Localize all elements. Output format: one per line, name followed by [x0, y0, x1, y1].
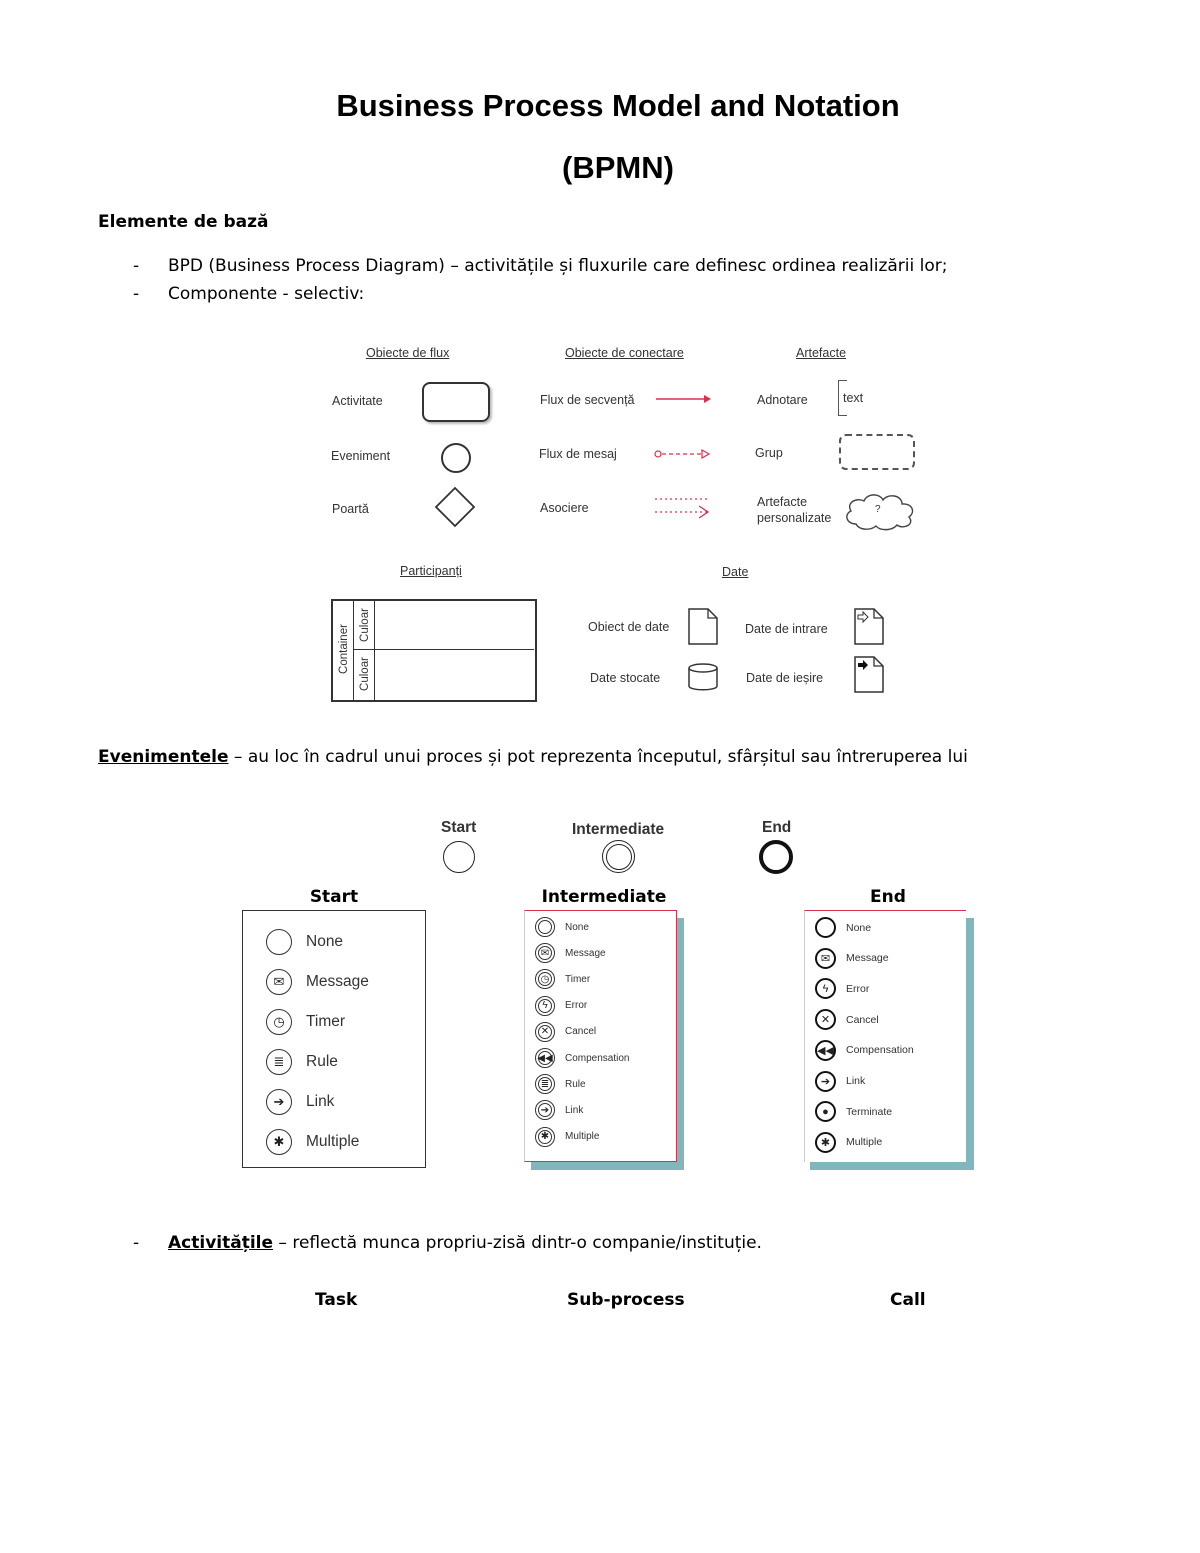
- none-event-icon: [535, 917, 555, 937]
- cancel-event-icon: ✕: [535, 1022, 555, 1042]
- label-date-intrare: Date de intrare: [745, 622, 828, 636]
- activities-description: – reflectă munca propriu-zisă dintr-o companie/instituție.: [273, 1233, 762, 1253]
- top-label-end: End: [762, 819, 792, 836]
- cancel-event-label: Cancel: [565, 1026, 597, 1038]
- multiple-event-label: Multiple: [846, 1136, 883, 1149]
- compensation-event-label: Compensation: [565, 1052, 630, 1064]
- end-row-message: [815, 948, 889, 969]
- start-event-symbol: [443, 841, 475, 873]
- activity-type-task: Task: [315, 1290, 358, 1310]
- events-paragraph: [98, 747, 968, 767]
- inter-row-rule: [535, 1074, 586, 1094]
- timer-event-label: Timer: [565, 973, 591, 985]
- message-event-label: Message: [565, 947, 606, 959]
- inter-row-multiple: [535, 1127, 599, 1147]
- compensation-event-label: Compensation: [846, 1044, 914, 1057]
- activity-type-subprocess: Sub-process: [567, 1290, 685, 1310]
- participants-heading: Participanți: [400, 564, 462, 578]
- bullet-bpd: BPD (Business Process Diagram) – activitățile și fluxurile care definesc ordinea realizării lor;: [168, 256, 948, 276]
- end-row-multiple: [815, 1132, 882, 1153]
- association-line: [652, 495, 714, 523]
- message-event-icon: ✉: [815, 948, 836, 969]
- error-event-label: Error: [846, 982, 870, 995]
- rule-event-label: Rule: [306, 1053, 338, 1070]
- end-row-terminate: [815, 1101, 892, 1122]
- timer-event-label: Timer: [306, 1013, 346, 1030]
- inter-row-none: [535, 917, 589, 937]
- error-event-label: Error: [565, 1000, 588, 1012]
- inter-row-timer: [535, 969, 590, 989]
- end-row-cancel: [815, 1009, 879, 1030]
- link-event-label: Link: [565, 1104, 584, 1116]
- multiple-event-icon: ✱: [266, 1129, 292, 1155]
- end-row-compensation: [815, 1040, 914, 1061]
- events-term: Evenimentele: [98, 747, 229, 767]
- intermediate-table-title: Intermediate: [541, 887, 667, 907]
- section-heading-basics: Elemente de bază: [98, 212, 269, 232]
- bullet-dash: -: [133, 284, 140, 304]
- label-asociere: Asociere: [540, 501, 589, 515]
- inter-row-message: [535, 943, 606, 963]
- multiple-event-icon: ✱: [535, 1127, 555, 1147]
- lane-label-1: Culoar: [359, 608, 371, 642]
- none-event-label: None: [306, 933, 344, 950]
- end-row-error: [815, 978, 869, 999]
- activities-paragraph: [168, 1233, 762, 1253]
- link-event-icon: ➔: [266, 1089, 292, 1115]
- inter-row-link: [535, 1100, 583, 1120]
- activities-term: Activitățile: [168, 1233, 274, 1253]
- rule-event-label: Rule: [565, 1078, 586, 1090]
- event-shape: [441, 443, 471, 473]
- label-date-iesire: Date de ieșire: [746, 671, 824, 685]
- inter-row-compensation: [535, 1048, 629, 1068]
- data-heading: Date: [722, 565, 749, 579]
- sequence-flow-arrow: [654, 392, 714, 406]
- pool-container-label: Container: [338, 624, 350, 674]
- none-event-label: None: [565, 921, 589, 933]
- label-flux-secventa: Flux de secvență: [540, 393, 635, 407]
- link-event-label: Link: [306, 1093, 335, 1110]
- start-row-link: [266, 1089, 334, 1115]
- label-artefacte: Artefacte: [757, 495, 808, 509]
- link-event-label: Link: [846, 1075, 866, 1087]
- compensation-event-icon: ◀◀: [815, 1040, 836, 1061]
- gateway-shape: [434, 486, 476, 528]
- pool-header-divider: [353, 601, 354, 700]
- message-flow-arrow: [652, 447, 714, 461]
- label-date-stocate: Date stocate: [590, 671, 661, 685]
- label-obiect-date: Obiect de date: [588, 620, 670, 634]
- connecting-objects-heading: Obiecte de conectare: [565, 346, 684, 360]
- terminate-event-label: Terminate: [846, 1105, 893, 1118]
- data-store-icon: [686, 662, 720, 692]
- label-activitate: Activitate: [332, 394, 383, 408]
- cancel-event-label: Cancel: [846, 1013, 879, 1026]
- none-event-icon: [266, 929, 292, 955]
- artifacts-heading: Artefacte: [796, 346, 847, 360]
- timer-event-icon: ◷: [266, 1009, 292, 1035]
- start-row-none: [266, 929, 343, 955]
- message-event-label: Message: [846, 952, 889, 965]
- start-row-timer: [266, 1009, 345, 1035]
- start-table-title: Start: [309, 887, 359, 907]
- end-row-link: [815, 1071, 865, 1092]
- inter-row-error: [535, 996, 587, 1016]
- terminate-event-icon: ●: [815, 1101, 836, 1122]
- end-row-none: [815, 917, 871, 938]
- end-table-title: End: [870, 887, 906, 907]
- multiple-event-label: Multiple: [306, 1133, 360, 1150]
- none-event-label: None: [846, 921, 872, 934]
- activity-type-call: Call: [890, 1290, 926, 1310]
- start-row-rule: [266, 1049, 338, 1075]
- start-row-multiple: [266, 1129, 359, 1155]
- events-description: – au loc în cadrul unui proces și pot reprezenta începutul, sfârșitul sau întreruperea lui: [228, 747, 968, 767]
- group-shape: [839, 434, 915, 470]
- multiple-event-icon: ✱: [815, 1132, 836, 1153]
- multiple-event-label: Multiple: [565, 1131, 600, 1143]
- label-personalizate: personalizate: [757, 511, 832, 525]
- flow-objects-heading: Obiecte de flux: [366, 346, 450, 360]
- compensation-event-icon: ◀◀: [535, 1048, 555, 1068]
- annotation-text: text: [843, 391, 864, 405]
- none-event-icon: [815, 917, 836, 938]
- inter-row-cancel: [535, 1022, 596, 1042]
- page-subtitle: (BPMN): [562, 150, 674, 185]
- start-row-message: [266, 969, 369, 995]
- error-event-icon: ϟ: [535, 996, 555, 1016]
- page-title: Business Process Model and Notation: [336, 88, 900, 123]
- label-adnotare: Adnotare: [757, 393, 808, 407]
- top-label-intermediate: Intermediate: [572, 821, 665, 838]
- message-event-icon: ✉: [266, 969, 292, 995]
- label-grup: Grup: [755, 446, 783, 460]
- bullet-dash: -: [133, 256, 140, 276]
- label-flux-mesaj: Flux de mesaj: [539, 447, 617, 461]
- bullet-components: Componente - selectiv:: [168, 284, 365, 304]
- message-event-icon: ✉: [535, 943, 555, 963]
- error-event-icon: ϟ: [815, 978, 836, 999]
- link-event-icon: ➔: [815, 1071, 836, 1092]
- rule-event-icon: ≣: [535, 1074, 555, 1094]
- timer-event-icon: ◷: [535, 969, 555, 989]
- label-eveniment: Eveniment: [331, 449, 391, 463]
- message-event-label: Message: [306, 973, 369, 990]
- activity-shape: [422, 382, 490, 422]
- data-input-icon: [852, 607, 886, 647]
- lane-header-divider: [374, 601, 375, 700]
- link-event-icon: ➔: [535, 1100, 555, 1120]
- data-output-icon: [852, 655, 886, 695]
- intermediate-event-symbol: [602, 840, 635, 873]
- bullet-dash: -: [133, 1233, 140, 1253]
- lane-divider: [354, 649, 534, 650]
- lane-label-2: Culoar: [359, 657, 371, 691]
- end-event-symbol: [759, 840, 793, 874]
- custom-artifact-symbol: ?: [875, 504, 881, 515]
- label-poarta: Poartă: [332, 502, 369, 516]
- top-label-start: Start: [441, 819, 477, 836]
- cancel-event-icon: ✕: [815, 1009, 836, 1030]
- rule-event-icon: ≣: [266, 1049, 292, 1075]
- data-object-icon: [686, 607, 720, 647]
